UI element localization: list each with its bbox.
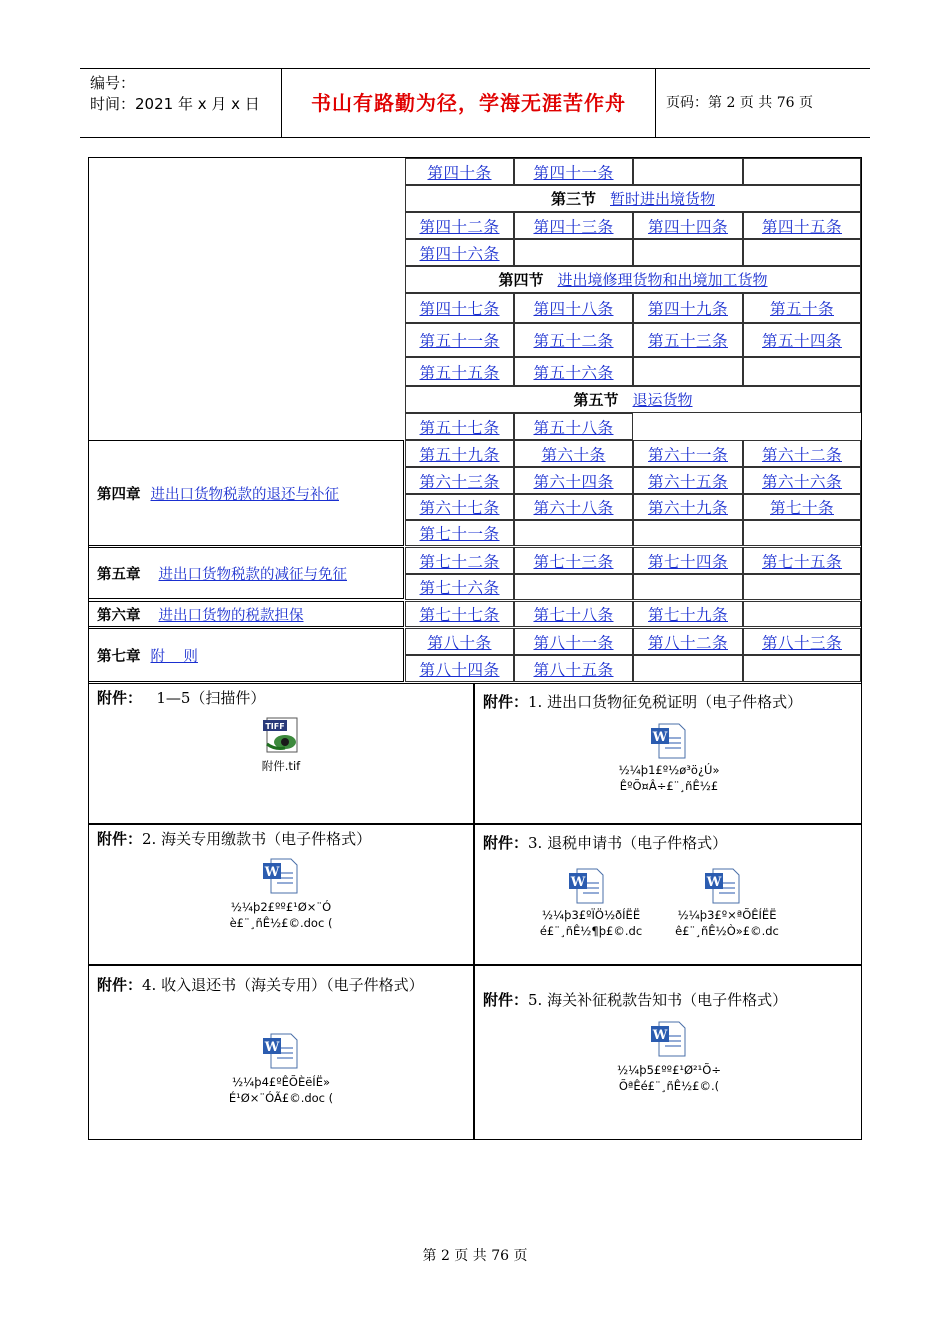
- article-cell: [514, 323, 633, 357]
- article-link-67[interactable]: 第六十七条: [419, 499, 500, 517]
- attachment-1-cell: [474, 683, 862, 824]
- attachment-filename: ½¼þ4£ºÊÕÈëÍË» É¹Ø×¨ÓÃ£©.doc (: [228, 1075, 334, 1105]
- attachment-filename: ½¼þ3£º×ªÕÊÍËË ê£¨¸ñÊ½Ò»£©.dc: [675, 908, 779, 938]
- article-cell: [743, 628, 861, 655]
- article-cell-empty: [514, 239, 633, 266]
- article-link-83[interactable]: 第八十三条: [761, 633, 842, 652]
- article-link-69[interactable]: 第六十九条: [647, 499, 728, 517]
- article-cell-empty: [743, 601, 861, 627]
- attachment-5-cell: [474, 965, 862, 1140]
- word-document-icon[interactable]: [261, 857, 301, 895]
- article-cell: [405, 520, 514, 546]
- word-document-icon[interactable]: [567, 867, 607, 905]
- chapter-number: 第四章: [97, 485, 141, 503]
- section-5-row: [405, 386, 861, 413]
- article-cell-empty: [633, 158, 743, 185]
- attachment-3-cell: [474, 824, 862, 965]
- word-document-icon[interactable]: [703, 867, 743, 905]
- chapter-7-link[interactable]: 附 则: [150, 648, 198, 665]
- svg-text:W: W: [264, 865, 280, 880]
- chapter-7-cell: [88, 628, 404, 682]
- section-3-row: [405, 185, 861, 212]
- article-link-55[interactable]: 第五十五条: [419, 363, 500, 382]
- article-cell: [633, 323, 743, 357]
- document-date: 时间：2021 年 x 月 x 日: [90, 95, 260, 113]
- article-cell: [514, 158, 633, 185]
- article-link-82[interactable]: 第八十二条: [647, 633, 728, 652]
- article-cell: [743, 293, 861, 323]
- article-cell: [743, 467, 861, 494]
- article-link-40[interactable]: 第四十条: [427, 163, 492, 182]
- article-link-54[interactable]: 第五十四条: [761, 332, 842, 350]
- article-link-48[interactable]: 第四十八条: [533, 300, 614, 318]
- article-cell: [514, 357, 633, 386]
- article-link-78[interactable]: 第七十八条: [533, 606, 614, 624]
- article-cell-empty: [633, 357, 743, 386]
- article-link-47[interactable]: 第四十七条: [419, 300, 500, 318]
- article-link-46[interactable]: 第四十六条: [419, 244, 500, 263]
- article-cell: [633, 601, 743, 627]
- article-link-60[interactable]: 第六十条: [541, 445, 606, 464]
- article-link-51[interactable]: 第五十一条: [419, 332, 500, 350]
- article-link-75[interactable]: 第七十五条: [761, 552, 842, 571]
- article-link-85[interactable]: 第八十五条: [533, 660, 614, 679]
- article-cell-empty: [633, 520, 743, 546]
- article-cell: [633, 628, 743, 655]
- article-link-50[interactable]: 第五十条: [769, 300, 834, 318]
- chapter-number: 第七章: [97, 647, 141, 665]
- page-header: [80, 68, 870, 138]
- article-cell-empty: [633, 574, 743, 600]
- article-link-49[interactable]: 第四十九条: [647, 300, 728, 318]
- attachment-text: 1—5（扫描件）: [156, 689, 266, 707]
- article-cell: [514, 413, 633, 440]
- article-cell: [405, 293, 514, 323]
- article-link-63[interactable]: 第六十三条: [419, 472, 500, 491]
- chapter-6-cell: [88, 601, 404, 627]
- article-link-52[interactable]: 第五十二条: [533, 332, 614, 350]
- article-link-41[interactable]: 第四十一条: [533, 163, 614, 182]
- attachment-text: 1. 进出口货物征免税证明（电子件格式）: [528, 693, 803, 711]
- article-link-70[interactable]: 第七十条: [769, 499, 834, 517]
- article-link-45[interactable]: 第四十五条: [761, 217, 842, 236]
- chapter-4-link[interactable]: 进出口货物税款的退还与补征: [150, 486, 339, 503]
- header-meta: [80, 69, 282, 137]
- article-cell: [514, 601, 633, 627]
- document-number-label: 编号：: [90, 74, 136, 92]
- attachment-text: 5. 海关补征税款告知书（电子件格式）: [528, 991, 788, 1009]
- section-number: 第五节: [573, 391, 619, 409]
- article-cell: [633, 293, 743, 323]
- attachment-text: 3. 退税申请书（电子件格式）: [528, 834, 728, 852]
- article-link-65[interactable]: 第六十五条: [647, 472, 728, 491]
- section-number: 第三节: [550, 190, 596, 208]
- article-link-79[interactable]: 第七十九条: [647, 606, 728, 624]
- attachment-label: 附件：: [483, 991, 529, 1009]
- attachment-label: 附件：: [483, 693, 529, 711]
- section-number: 第四节: [498, 271, 544, 289]
- article-cell-empty: [743, 357, 861, 386]
- header-page-info: 页码：第 2 页 共 76 页: [666, 95, 813, 111]
- article-link-66[interactable]: 第六十六条: [761, 472, 842, 491]
- attachment-label: 附件：: [97, 830, 143, 848]
- tiff-file-icon[interactable]: [261, 716, 301, 754]
- svg-text:W: W: [570, 875, 586, 890]
- article-cell: [405, 323, 514, 357]
- article-link-68[interactable]: 第六十八条: [533, 499, 614, 517]
- article-cell: [514, 293, 633, 323]
- section-3-link[interactable]: 暂时进出境货物: [610, 190, 716, 208]
- article-link-59[interactable]: 第五十九条: [419, 445, 500, 464]
- article-cell: [405, 212, 514, 239]
- article-cell: [633, 467, 743, 494]
- attachment-label: 附件：: [97, 689, 143, 707]
- article-cell: [405, 574, 514, 600]
- article-cell: [514, 628, 633, 655]
- article-cell: [405, 547, 514, 574]
- article-cell: [514, 467, 633, 494]
- article-cell: [405, 357, 514, 386]
- attachment-filename: ½¼þ2£ºº£¹Ø×¨Ó è£¨¸ñÊ½£©.doc (: [229, 900, 333, 930]
- word-document-icon[interactable]: [649, 1020, 689, 1058]
- attachment-label: 附件：: [483, 834, 529, 852]
- article-cell-empty: [743, 158, 861, 185]
- article-link-57[interactable]: 第五十七条: [419, 418, 500, 437]
- article-cell-empty: [633, 655, 743, 682]
- article-cell: [405, 440, 514, 467]
- section-4-link[interactable]: 进出境修理货物和出境加工货物: [557, 271, 768, 289]
- article-cell: [743, 323, 861, 357]
- article-link-72[interactable]: 第七十二条: [419, 552, 500, 571]
- article-cell-empty: [743, 655, 861, 682]
- article-cell-empty: [514, 574, 633, 600]
- article-link-74[interactable]: 第七十四条: [647, 552, 728, 571]
- chapter-5-link[interactable]: 进出口货物税款的减征与免征: [158, 566, 347, 583]
- attachment-filename: 附件.tif: [261, 759, 301, 773]
- article-link-53[interactable]: 第五十三条: [647, 332, 728, 350]
- article-link-62[interactable]: 第六十二条: [761, 445, 842, 464]
- article-link-76[interactable]: 第七十六条: [419, 579, 500, 597]
- chapter-6-link[interactable]: 进出口货物的税款担保: [158, 607, 304, 624]
- attachment-4-cell: [88, 965, 474, 1140]
- article-link-81[interactable]: 第八十一条: [533, 633, 614, 652]
- article-cell: [633, 547, 743, 574]
- article-cell: [405, 494, 514, 520]
- article-cell: [633, 494, 743, 520]
- article-cell: [514, 655, 633, 682]
- page-footer: 第 2 页 共 76 页: [422, 1248, 528, 1264]
- word-document-icon[interactable]: [649, 722, 689, 760]
- word-document-icon[interactable]: [261, 1032, 301, 1070]
- article-cell: [514, 440, 633, 467]
- article-cell: [405, 158, 514, 185]
- chapter-number: 第六章: [97, 606, 141, 624]
- article-cell-empty: [633, 239, 743, 266]
- attachment-text: 2. 海关专用缴款书（电子件格式）: [142, 830, 372, 848]
- attachment-filename: ½¼þ1£º½ø³ö¿Ú» ÊºÕ¤Â÷£¨¸ñÊ½£: [618, 763, 720, 793]
- article-cell: [743, 547, 861, 574]
- svg-text:W: W: [652, 730, 668, 745]
- article-link-61[interactable]: 第六十一条: [647, 445, 728, 464]
- article-link-42[interactable]: 第四十二条: [419, 217, 500, 236]
- article-cell-empty: [743, 239, 861, 266]
- article-cell: [743, 212, 861, 239]
- article-cell: [743, 494, 861, 520]
- header-motto: 书山有路勤为径，学海无涯苦作舟: [282, 69, 656, 137]
- chapter-cell-empty: [88, 158, 404, 438]
- article-cell: [405, 413, 514, 440]
- article-cell: [743, 440, 861, 467]
- chapter-5-cell: [88, 547, 404, 599]
- chapter-4-cell: [88, 440, 404, 546]
- article-link-84[interactable]: 第八十四条: [419, 660, 500, 679]
- article-link-73[interactable]: 第七十三条: [533, 552, 614, 571]
- article-cell: [405, 467, 514, 494]
- article-cell: [405, 601, 514, 627]
- svg-text:TIFF: TIFF: [265, 722, 285, 731]
- svg-text:W: W: [264, 1040, 280, 1055]
- article-link-44[interactable]: 第四十四条: [647, 217, 728, 236]
- article-cell: [405, 628, 514, 655]
- chapter-number: 第五章: [97, 565, 141, 583]
- attachment-label: 附件：: [97, 976, 143, 994]
- article-cell: [405, 239, 514, 266]
- article-link-43[interactable]: 第四十三条: [533, 217, 614, 236]
- article-cell: [633, 440, 743, 467]
- svg-text:W: W: [652, 1028, 668, 1043]
- attachment-scan-cell: [88, 683, 474, 824]
- svg-text:W: W: [706, 875, 722, 890]
- article-link-64[interactable]: 第六十四条: [533, 472, 614, 491]
- article-cell-empty: [743, 574, 861, 600]
- article-link-71[interactable]: 第七十一条: [419, 525, 500, 543]
- article-cell: [633, 212, 743, 239]
- article-link-80[interactable]: 第八十条: [427, 633, 492, 652]
- article-link-77[interactable]: 第七十七条: [419, 606, 500, 624]
- article-cell-empty: [743, 520, 861, 546]
- article-cell: [405, 655, 514, 682]
- article-cell: [514, 547, 633, 574]
- attachment-filename: ½¼þ5£ºº£¹Ø²¹Õ÷ ÕªÊé£¨¸ñÊ½£©.(: [617, 1063, 721, 1093]
- article-cell: [514, 212, 633, 239]
- attachment-2-cell: [88, 824, 474, 965]
- article-cell-empty: [514, 520, 633, 546]
- section-4-row: [405, 266, 861, 293]
- attachment-text: 4. 收入退还书（海关专用）（电子件格式）: [142, 976, 424, 994]
- article-link-56[interactable]: 第五十六条: [533, 363, 614, 382]
- section-5-link[interactable]: 退运货物: [632, 391, 693, 409]
- article-link-58[interactable]: 第五十八条: [533, 418, 614, 437]
- attachment-filename: ½¼þ3£ºÏÖ½ðÍËË é£¨¸ñÊ½¶þ£©.dc: [539, 908, 643, 938]
- article-cell: [514, 494, 633, 520]
